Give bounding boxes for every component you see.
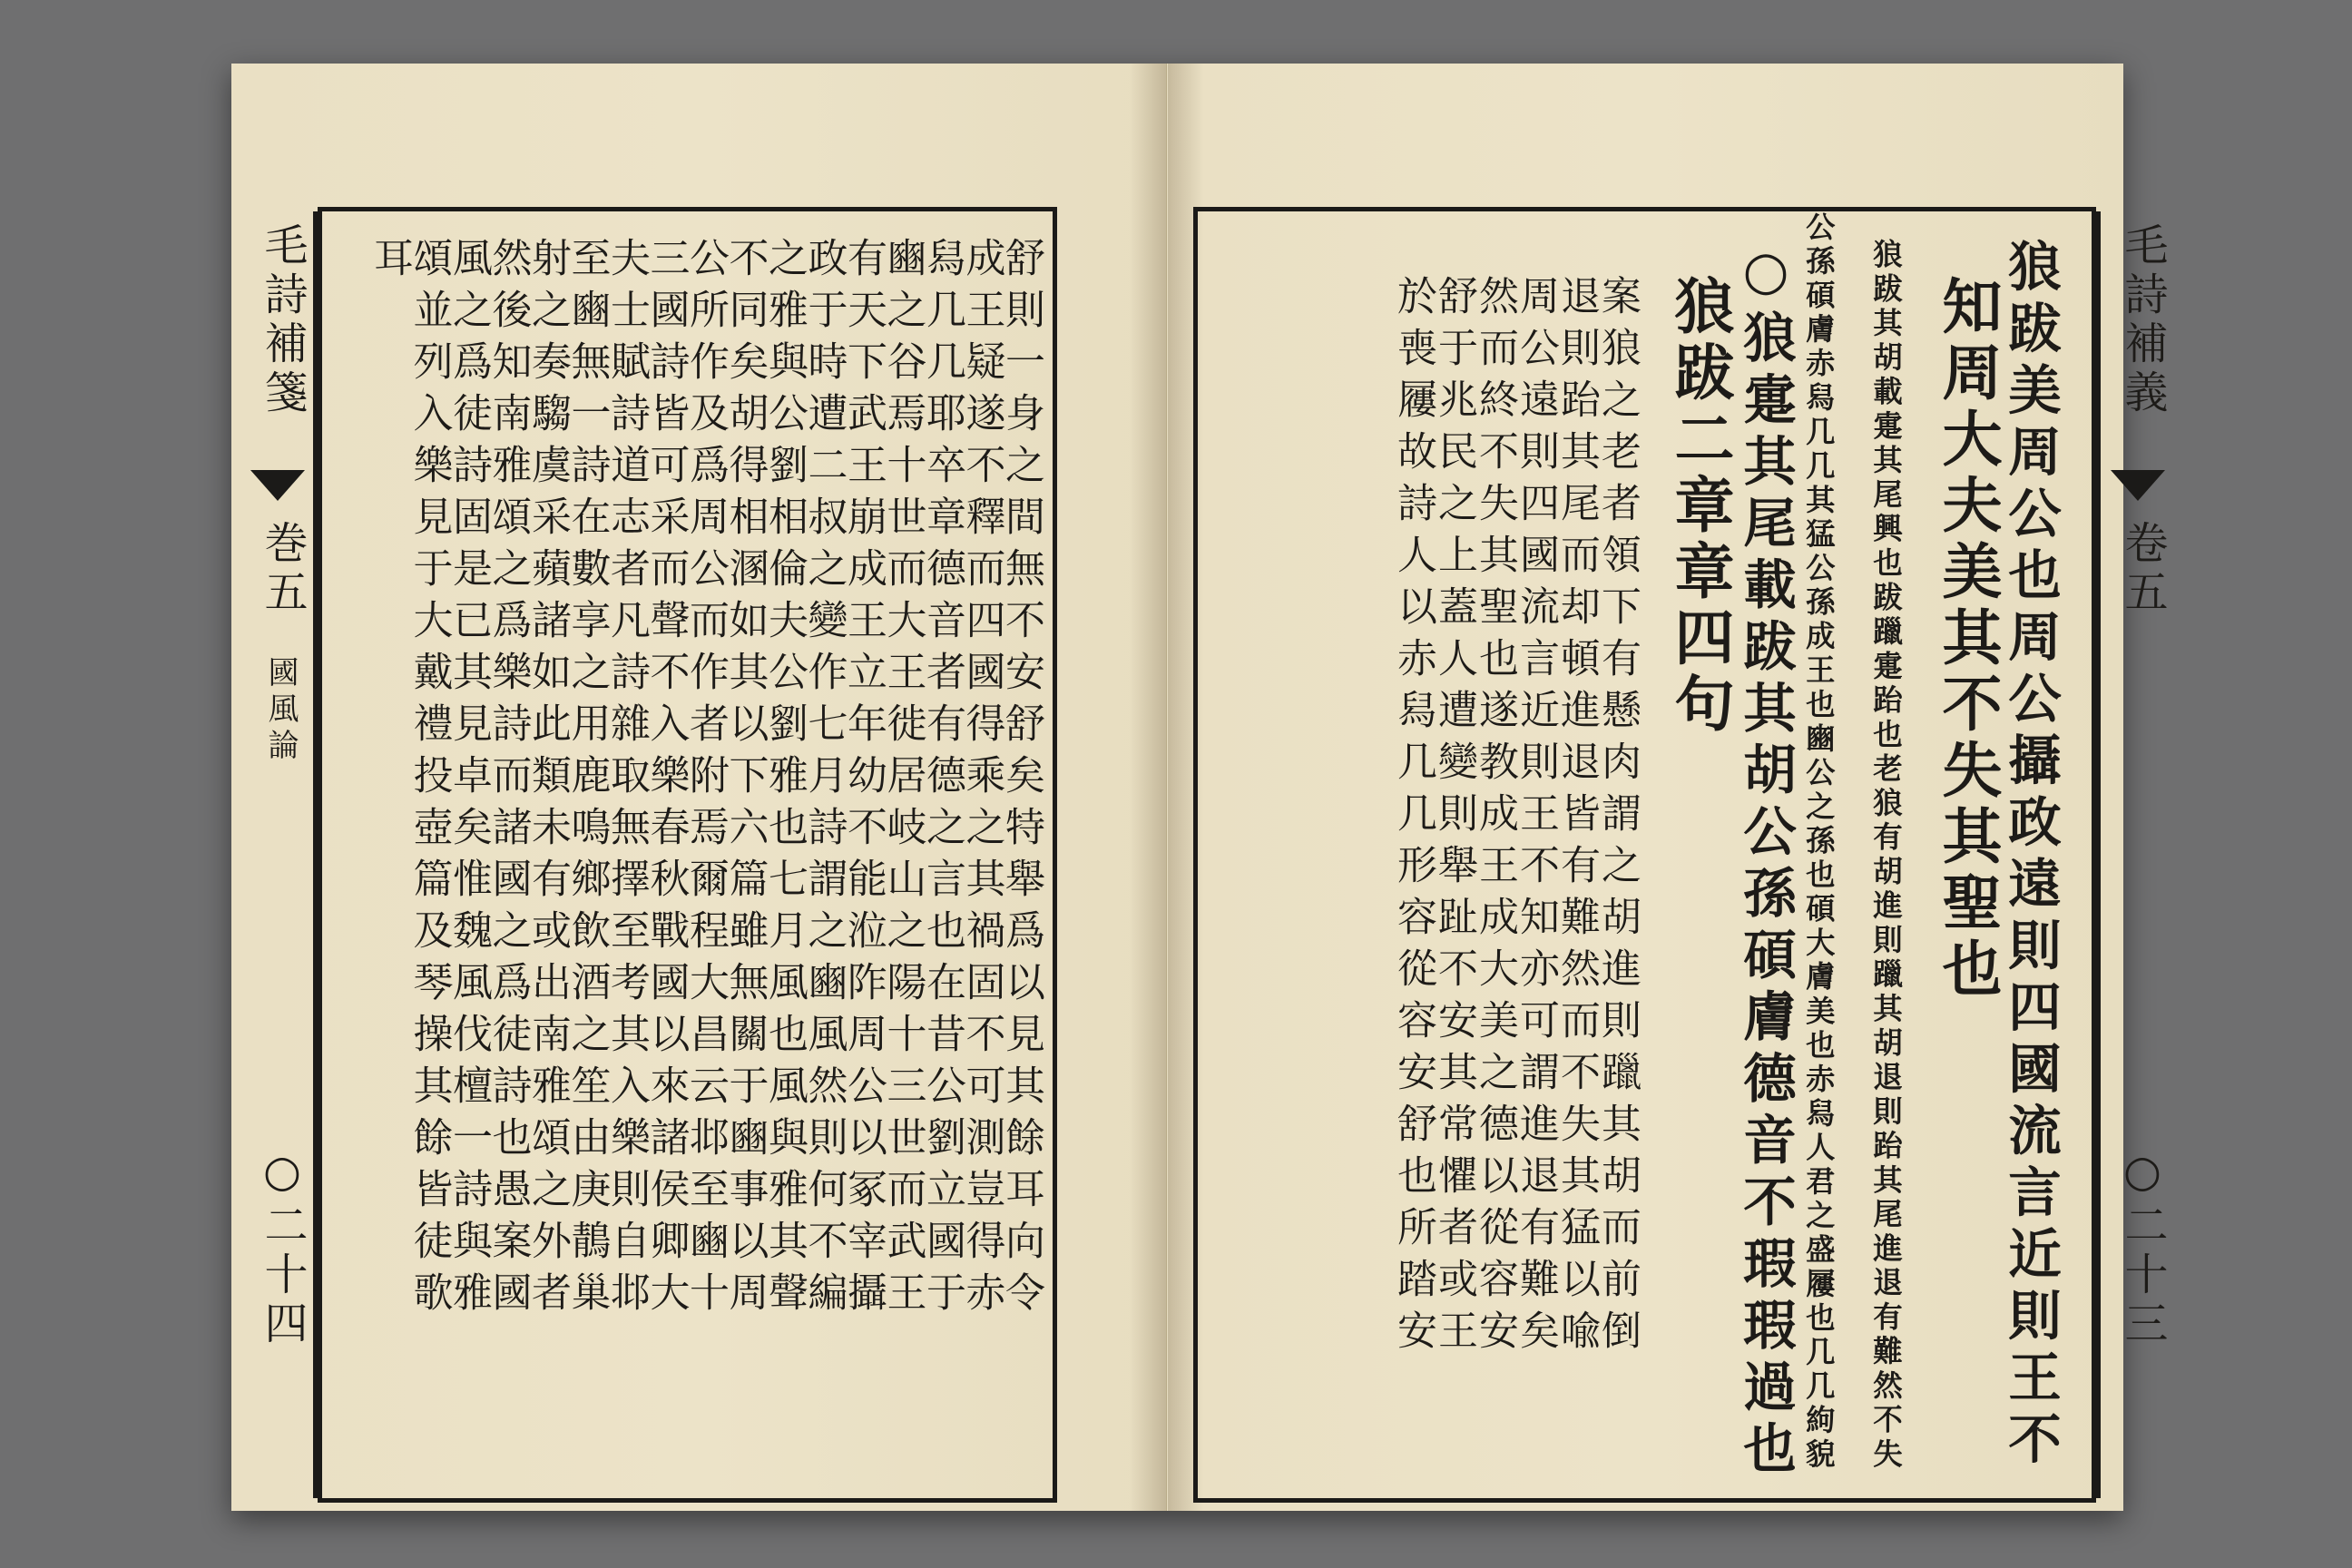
text-column: 舄几几耶卒章德音者有德之言也在昔公劉立國于 [919, 237, 965, 1323]
text-column: 頌並列入樂見于大戴禮投壺篇及琴操其餘皆徒歌 [406, 237, 453, 1323]
text-column: 案狼之老者領下有懸肉謂之胡進則躐其胡而前倒 [1594, 275, 1641, 1361]
text-column: 耳 [367, 237, 413, 289]
text-column: 豳之谷焉十世而大王徙居岐山之陽十三世而武王 [879, 237, 926, 1323]
text-column: 狼跋美周公也周公攝政遠則四國流言近則王不 [1999, 239, 2063, 1473]
left-text-frame [257, 207, 1057, 1503]
text-column: 舒則一身之間無不安舒矣特舉爲以見其餘耳向令 [998, 237, 1044, 1323]
text-column: 於喪屨故詩人以赤舄几几形容從容安舒也所踏安 [1390, 275, 1436, 1361]
left-page-number-text: 二十四 [257, 1202, 308, 1349]
text-column: 夫士賦詩道志者凡詩雜取無擇至考其入樂則自邶 [603, 237, 650, 1323]
text-column: 三國詩皆可采而聲不入樂春秋戰國以來諸侯卿大 [642, 237, 690, 1323]
left-margin-section: 國風論 [262, 656, 299, 765]
text-column: 退則跆其尾而却頓進退皆有難然而不失其猛以喩 [1553, 275, 1600, 1361]
text-column: 公孫碩膚赤舄几几其猛公孫成王也豳公之孫也碩大膚美也赤舄人君之盛屨也几几絇貌 [1801, 211, 1837, 1473]
text-column: 狼跋其胡載疐其尾興也跋躐疐跆也老狼有胡進則躐其胡退則跆其尾進退有難然不失 [1868, 239, 1904, 1473]
right-text-frame [1193, 207, 2168, 1503]
text-column: 之雅與公劉相倫夫公劉雅也七月風也風與雅其聲 [761, 237, 808, 1323]
gutter-shadow [1130, 64, 1166, 1511]
text-column: 射之奏騶虞采蘋諸如此類未有或出南雅頌之外者 [524, 237, 571, 1323]
fishtail-mark [250, 470, 305, 501]
right-page-number: ○二十三 [2117, 1146, 2168, 1349]
left-margin-title: 毛詩補箋 [257, 222, 308, 418]
open-book [231, 64, 2168, 1511]
right-page-number-text: 二十三 [2117, 1202, 2168, 1349]
right-margin-strip [2096, 211, 2171, 1498]
text-column: 狼跋二章章四句 [1664, 275, 1735, 739]
text-column: 不同矣胡得相溷如其以下六篇雖無關于豳事以周 [721, 237, 769, 1323]
text-column: 風之爲徒詩固是已其見卓矣惟魏風伐檀一詩與雅 [446, 237, 492, 1323]
text-column: 然後知南雅頌之爲樂詩而諸國之爲徒詩也愚案國 [485, 237, 532, 1323]
left-margin-strip [242, 211, 318, 1498]
text-column: 有天下武王崩成王立年幼不能涖阼周公以冢宰攝 [840, 237, 887, 1323]
left-page-number: ○二十四 [257, 1146, 308, 1349]
text-column: 成王疑遂不釋而四國得乘之其禍固不可測豈得赤 [958, 237, 1005, 1323]
text-column: 知周大夫美其不失其聖也 [1932, 275, 2003, 1004]
right-margin-volume: 卷五 [2117, 520, 2168, 618]
right-page [1168, 64, 2168, 1511]
left-margin-volume: 巻五 [257, 520, 308, 618]
text-column: 周公遠則四國流言近則王不知亦可謂進退有難矣 [1513, 275, 1559, 1361]
text-column: ○狼疐其尾載跋其胡公孫碩膚德音不瑕瑕過也 [1734, 239, 1798, 1483]
text-column: 公所作及爲周公而作者附焉爾程大昌云邶至豳十 [682, 237, 729, 1323]
text-column: 然而終不失其聖也遂教成王成大美之德以從容安 [1472, 275, 1518, 1361]
text-column: 至豳無一詩在數享之用鹿鳴鄉飲酒之笙由庚鶄巢 [564, 237, 611, 1323]
left-page [231, 64, 1167, 1511]
text-column: 政于時遭二叔之變作七月詩謂之豳風然則何不編 [800, 237, 848, 1323]
text-column: 舒于兆民之上蓋人遭變則舉趾不安其常懼者或王 [1431, 275, 1477, 1361]
fishtail-mark [2111, 470, 2165, 501]
right-margin-title: 毛詩補義 [2117, 222, 2168, 418]
